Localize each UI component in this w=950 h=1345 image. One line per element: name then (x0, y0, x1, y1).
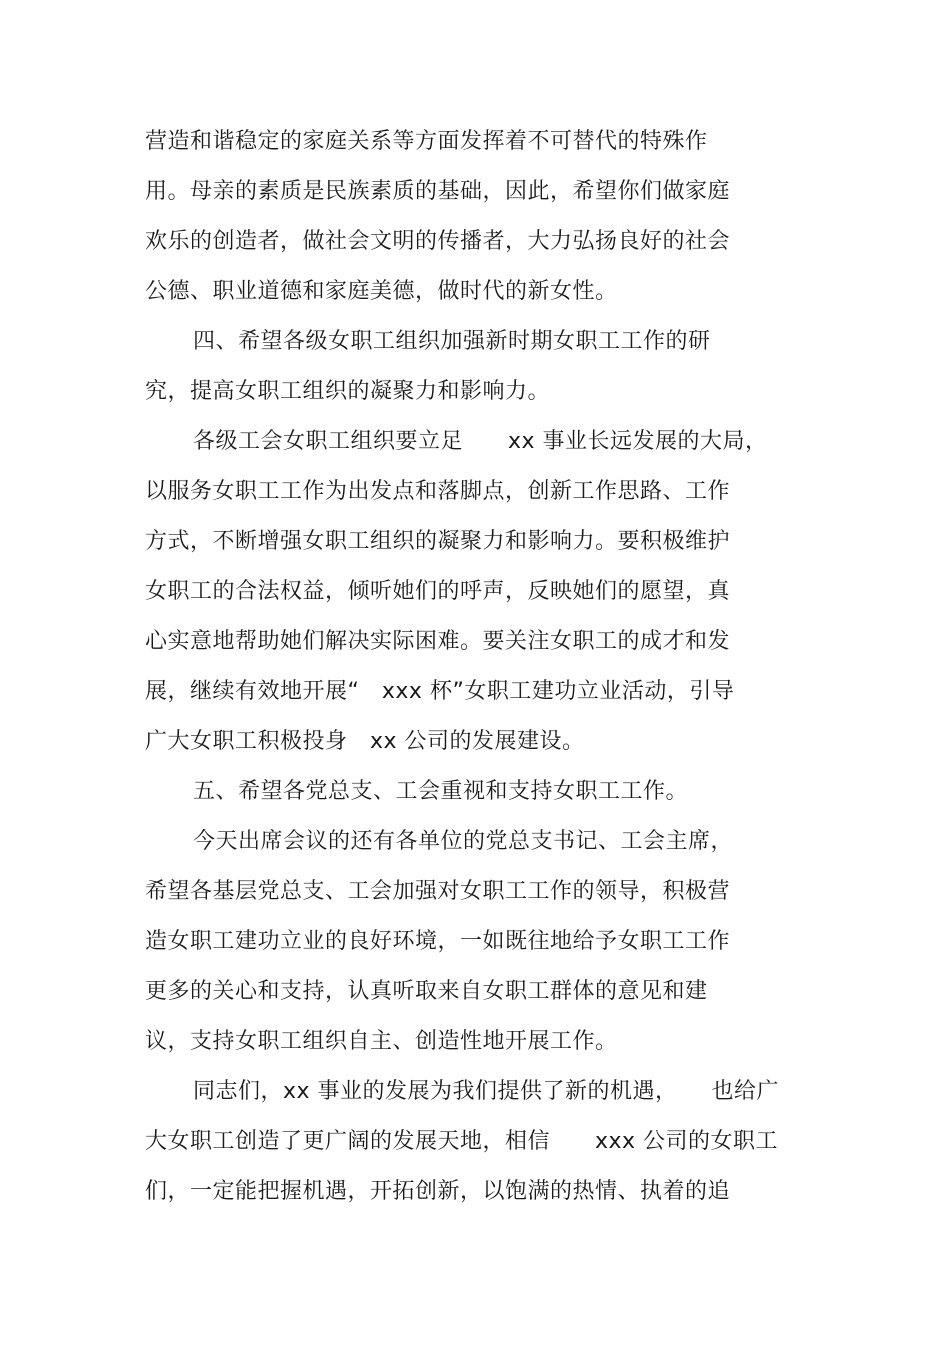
text-line: 们，一定能把握机遇，开拓创新，以饱满的热情、执着的追 (145, 1179, 731, 1204)
text-line: 方式，不断增强女职工组织的凝聚力和影响力。要积极维护 (145, 529, 731, 554)
text-line: 大女职工创造了更广阔的发展天地，相信 xxx 公司的女职工 (145, 1129, 779, 1154)
text-line: 女职工的合法权益，倾听她们的呼声，反映她们的愿望，真 (145, 579, 731, 604)
text-line: 营造和谐稳定的家庭关系等方面发挥着不可替代的特殊作 (145, 129, 708, 154)
text-line: 今天出席会议的还有各单位的党总支书记、工会主席， (193, 829, 734, 854)
text-line: 欢乐的创造者，做社会文明的传播者，大力弘扬良好的社会 (145, 229, 731, 254)
text-line: 更多的关心和支持，认真听取来自女职工群体的意见和建 (145, 979, 708, 1004)
text-line: 五、希望各党总支、工会重视和支持女职工工作。 (193, 779, 689, 804)
text-line: 公德、职业道德和家庭美德，做时代的新女性。 (145, 279, 618, 304)
text-line: 用。母亲的素质是民族素质的基础，因此，希望你们做家庭 (145, 179, 731, 204)
text-line: 心实意地帮助她们解决实际困难。要关注女职工的成才和发 (145, 629, 731, 654)
text-line: 以服务女职工工作为出发点和落脚点，创新工作思路、工作 (145, 479, 731, 504)
text-line: 广大女职工积极投身 xx 公司的发展建设。 (145, 729, 585, 754)
text-line: 造女职工建功立业的良好环境，一如既往地给予女职工工作 (145, 929, 731, 954)
text-line: 希望各基层党总支、工会加强对女职工工作的领导，积极营 (145, 879, 731, 904)
text-line: 同志们，xx 事业的发展为我们提供了新的机遇， 也给广 (193, 1079, 780, 1104)
text-line: 各级工会女职工组织要立足 xx 事业长远发展的大局， (193, 429, 768, 454)
text-line: 四、希望各级女职工组织加强新时期女职工工作的研 (193, 329, 711, 354)
text-line: 展，继续有效地开展“ xxx 杯”女职工建功立业活动，引导 (145, 679, 735, 704)
text-line: 究，提高女职工组织的凝聚力和影响力。 (145, 379, 551, 404)
text-line: 议，支持女职工组织自主、创造性地开展工作。 (145, 1029, 618, 1054)
